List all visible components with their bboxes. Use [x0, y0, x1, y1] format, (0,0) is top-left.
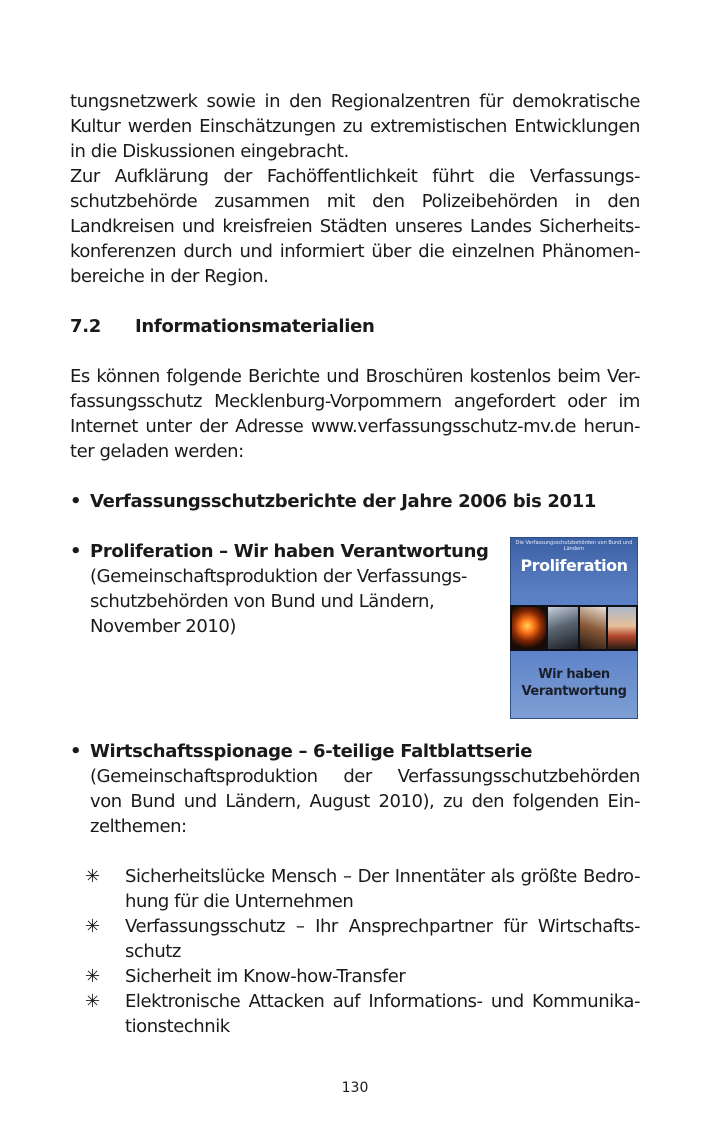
text-line: Es können folgende Berichte und Broschüren kostenlos beim Ver-	[70, 366, 640, 387]
text-line: Verfassungsschutz – Ihr Ansprechpartner für Wirtschafts-	[125, 916, 640, 937]
text-line: November 2010)	[90, 616, 236, 637]
text-line: tungsnetzwerk sowie in den Regionalzentren für demokratische	[70, 91, 640, 112]
sub-list-text	[125, 914, 640, 964]
explosion-photo	[512, 607, 546, 649]
lab-photo	[580, 607, 606, 649]
materials-intro-paragraph	[70, 364, 640, 464]
cover-title: Proliferation	[520, 556, 628, 575]
text-line: (Gemeinschaftsproduktion der Verfassungs-	[90, 566, 467, 587]
text-line: ter geladen werden:	[70, 441, 244, 462]
text-line: in die Diskussionen eingebracht.	[70, 141, 349, 162]
list-item-title: Proliferation – Wir haben Verantwortung	[90, 541, 489, 562]
text-line: konferenzen durch und informiert über die einzelnen Phänomen-	[70, 241, 640, 262]
cover-subtitle-line2: Verantwortung	[521, 684, 627, 699]
sub-list-text	[125, 964, 640, 989]
text-line: tionstechnik	[125, 1016, 230, 1037]
text-line: hung für die Unternehmen	[125, 891, 354, 912]
intro-paragraph	[70, 89, 640, 289]
asterisk-icon: ✳	[85, 866, 100, 887]
text-line: Internet unter der Adresse www.verfassungsschutz-mv.de herun-	[70, 416, 640, 437]
list-item-title: Verfassungsschutzberichte der Jahre 2006 bis 2011	[90, 491, 597, 512]
text-line: bereiche in der Region.	[70, 266, 269, 287]
cover-publisher-line: Die Verfassungsschutzbehörden von Bund und Ländern	[515, 540, 633, 552]
missile-photo	[548, 607, 578, 649]
text-line: zelthemen:	[90, 816, 187, 837]
bullet-marker: •	[70, 541, 82, 562]
section-number: 7.2	[70, 316, 101, 337]
list-item-body	[90, 539, 489, 639]
text-line: (Gemeinschaftsproduktion der Verfassungsschutzbehörden	[90, 766, 640, 787]
text-line: fassungsschutz Mecklenburg-Vorpommern angefordert oder im	[70, 391, 640, 412]
list-item-title: Wirtschaftsspionage – 6-teilige Faltblattserie	[90, 741, 533, 762]
text-line: Sicherheitslücke Mensch – Der Innentäter als größte Bedro-	[125, 866, 640, 887]
text-line: Landkreisen und kreisfreien Städten unseres Landes Sicherheits-	[70, 216, 640, 237]
section-heading	[70, 314, 375, 339]
brochure-cover-image	[510, 537, 638, 719]
text-line: Sicherheit im Know-how-Transfer	[125, 966, 406, 987]
bullet-marker: •	[70, 741, 82, 762]
asterisk-icon: ✳	[85, 991, 100, 1012]
cover-subtitle-line1: Wir haben	[538, 667, 610, 682]
text-line: von Bund und Ländern, August 2010), zu den folgenden Ein-	[90, 791, 640, 812]
text-line: schutz	[125, 941, 181, 962]
text-line: schutzbehörde zusammen mit den Polizeibehörden in den	[70, 191, 640, 212]
text-line: Kultur werden Einschätzungen zu extremistischen Entwicklungen	[70, 116, 640, 137]
sub-list-text	[125, 864, 640, 914]
rocket-launch-photo	[608, 607, 636, 649]
asterisk-icon: ✳	[85, 916, 100, 937]
text-line: Zur Aufklärung der Fachöffentlichkeit führt die Verfassungs-	[70, 166, 640, 187]
text-line: Elektronische Attacken auf Informations- und Kommunika-	[125, 991, 640, 1012]
section-title: Informationsmaterialien	[135, 316, 375, 337]
bullet-marker: •	[70, 491, 82, 512]
page-number: 130	[341, 1080, 369, 1096]
list-item-body	[90, 739, 640, 839]
asterisk-icon: ✳	[85, 966, 100, 987]
text-line: schutzbehörden von Bund und Ländern,	[90, 591, 435, 612]
sub-list-text	[125, 989, 640, 1039]
